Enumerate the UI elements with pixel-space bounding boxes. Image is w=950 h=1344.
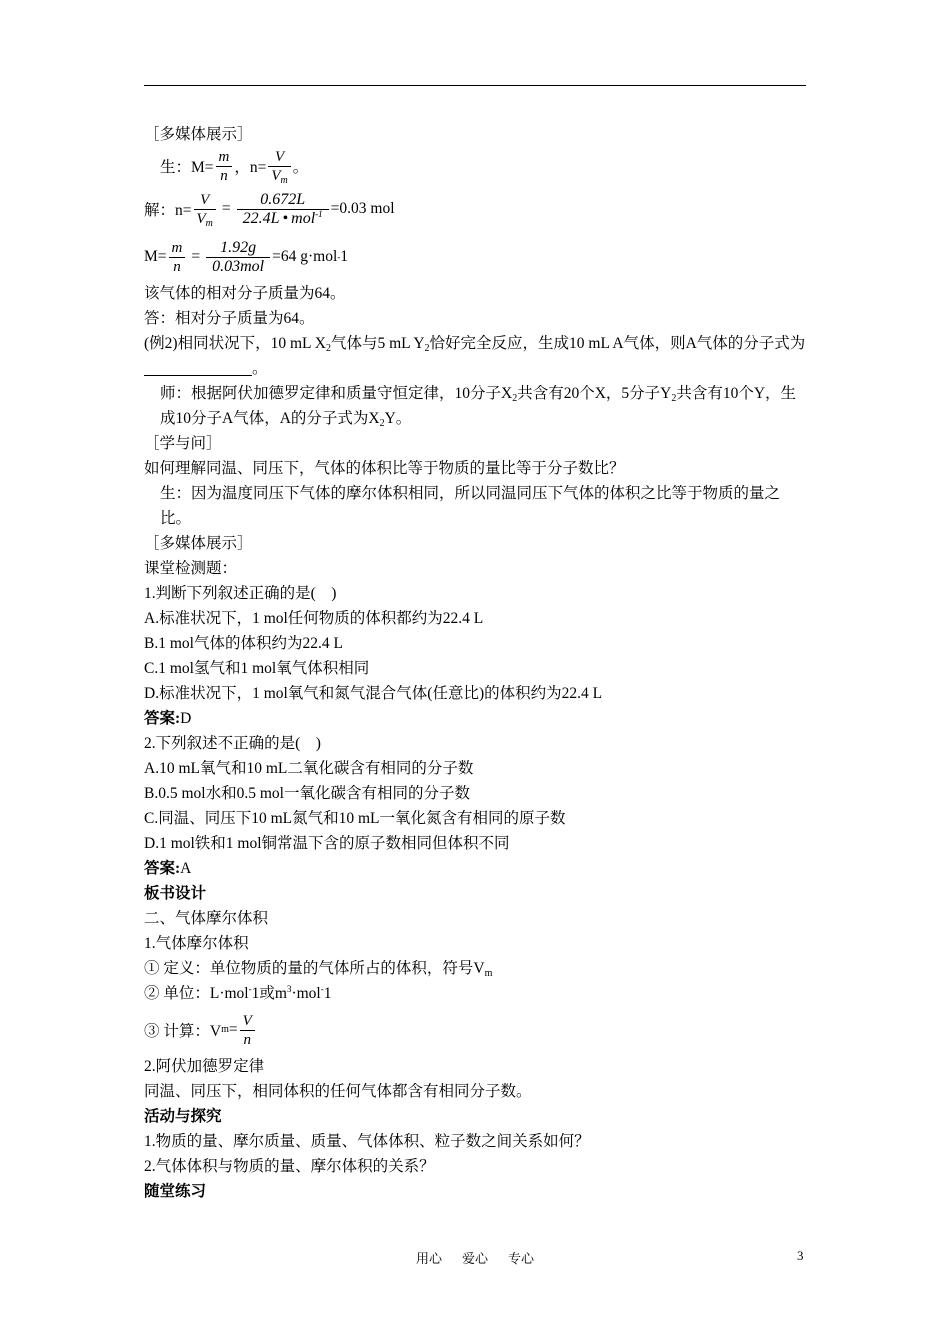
student-answer: 生：因为温度同压下气体的摩尔体积相同，所以同温同压下气体的体积之比等于物质的量之比。	[160, 485, 781, 527]
fraction-v-over-vm: $\frac{V}{V_m}$	[194, 191, 216, 228]
fraction-volume-value: $\frac{0.672L}{22.4L • mol^{-1}}$	[237, 191, 329, 228]
calculation-line: ③ 计算：V m = $\frac{V}{n}$	[144, 1006, 810, 1054]
media-heading: ［多媒体展示］	[144, 126, 253, 143]
header-rule	[144, 85, 806, 86]
answer-text: 答：相对分子质量为64。	[144, 310, 315, 327]
answer-1: 答案:D	[144, 710, 192, 727]
fraction-m-over-n: $\frac{m}{n}$	[169, 239, 186, 276]
learn-ask-heading: ［学与问］	[144, 435, 222, 452]
solution-n: 解：n= $\frac{V}{V_m}$ = $\frac{0.672L}{22.4L • mol^{-1}}$ =0.03 mol	[144, 190, 395, 229]
page-number: 3	[797, 1248, 804, 1263]
subsection-molar-volume: 1.气体摩尔体积	[144, 935, 249, 952]
fraction-v-over-vm: $\frac{V}{V_m}$	[268, 148, 290, 185]
option-2d: D.1 mol铁和1 mol铜常温下含的原子数相同但体积不同	[144, 835, 510, 852]
board-design-heading: 板书设计	[144, 885, 207, 902]
document-body	[144, 122, 810, 1204]
unit-line: ② 单位：L·mol-1或$m^3\cdot mol^-1$	[144, 984, 332, 1002]
fraction-mass-value: $\frac{1.92g}{\text{0.03mol}}$	[206, 239, 270, 276]
student-formula: 生：M= $\frac{m}{n}$ ，n= $\frac{V}{V_m}$ 。	[160, 148, 309, 186]
option-1a: A.标准状况下，1 mol任何物质的体积都约为22.4 L	[144, 610, 484, 627]
media-heading-2: ［多媒体展示］	[144, 535, 253, 552]
result-text: 该气体的相对分子质量为64。	[144, 285, 346, 302]
teacher-explanation: 师：根据阿伏加德罗定律和质量守恒定律，10分子$X_2$共含有20个X，5分子$Y_2$共含有10个Y，生成10分子A气体，A的分子式为$X_2Y$。	[160, 385, 797, 429]
activity-question-2: 2.气体体积与物质的量、摩尔体积的关系？	[144, 1158, 435, 1175]
question-text: 如何理解同温、同压下，气体的体积比等于物质的量比等于分子数比？	[144, 460, 625, 477]
example-2: (例2)相同状况下，10 mL $X_2$气体与5 mL $Y_2$恰好完全反应，生成10 mL A气体，则A气体的分子式为。	[144, 335, 806, 377]
option-1c: C.1 mol氢气和1 mol氧气体积相同	[144, 660, 370, 677]
option-1d: D.标准状况下，1 mol氧气和氮气混合气体(任意比)的体积约为22.4 L	[144, 685, 603, 702]
answer-2: 答案:A	[144, 860, 192, 877]
subsection-avogadro: 2.阿伏加德罗定律	[144, 1058, 265, 1075]
quiz-question-2: 2.下列叙述不正确的是( )	[144, 735, 321, 752]
option-2c: C.同温、同压下10 mL氮气和10 mL一氧化氮含有相同的原子数	[144, 810, 566, 827]
activity-heading: 活动与探究	[144, 1108, 222, 1125]
section-title: 二、气体摩尔体积	[144, 910, 269, 927]
option-2b: B.0.5 mol水和0.5 mol一氧化碳含有相同的分子数	[144, 785, 470, 802]
activity-question-1: 1.物质的量、摩尔质量、质量、气体体积、粒子数之间关系如何？	[144, 1133, 590, 1150]
definition-line: ① 定义：单位物质的量的气体所占的体积，符号$V_m$	[144, 960, 493, 979]
fraction-v-over-n: $\frac{V}{n}$	[240, 1012, 255, 1049]
solution-m: M= $\frac{m}{n}$ = $\frac{1.92g}{\text{0.03mol}}$ =64 g·mol - 1	[144, 238, 349, 275]
avogadro-law: 同温、同压下，相同体积的任何气体都含有相同分子数。	[144, 1083, 532, 1100]
option-1b: B.1 mol气体的体积约为22.4 L	[144, 635, 343, 652]
fraction-m-over-n: $\frac{m}{n}$	[216, 148, 233, 185]
option-2a: A.10 mL氧气和10 mL二氧化碳含有相同的分子数	[144, 760, 474, 777]
footer-motto: 用心 爱心 专心	[415, 1251, 535, 1266]
quiz-question-1: 1.判断下列叙述正确的是( )	[144, 585, 337, 602]
quiz-heading: 课堂检测题：	[144, 560, 238, 577]
answer-blank[interactable]	[144, 359, 252, 376]
practice-heading: 随堂练习	[144, 1183, 207, 1200]
